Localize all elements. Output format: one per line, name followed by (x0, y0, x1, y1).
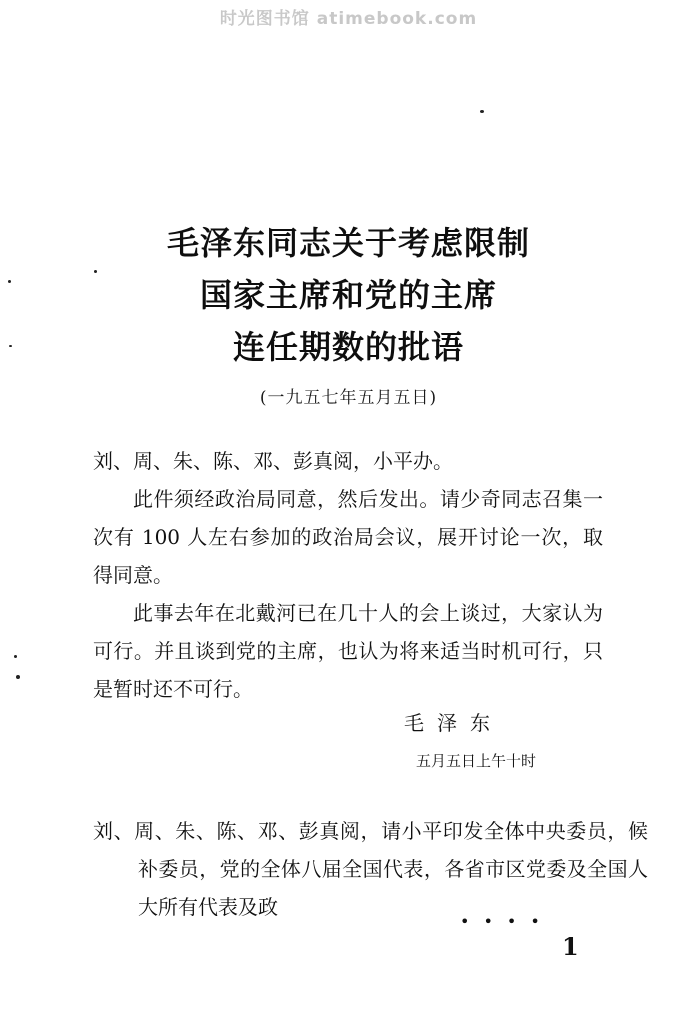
scan-speck (94, 270, 97, 273)
signature-name: 毛泽东 (404, 711, 503, 735)
body2-paragraph-1: 刘、周、朱、陈、邓、彭真阅，请小平印发全体中央委员，候补委员，党的全体八届全国代表，各省市区党委及全国人大所有代表及政 (93, 819, 648, 919)
scan-speck (480, 110, 484, 113)
scan-speck (8, 280, 11, 283)
title-line-3: 连任期数的批语 (232, 328, 464, 366)
scan-speck (9, 345, 12, 347)
body-paragraph-2: 此件须经政治局同意，然后发出。请少奇同志召集一次有 100 人左右参加的政治局会议，展开讨论一次，取得同意。 (93, 487, 603, 587)
page-number: 1 (562, 932, 579, 961)
title-line-2: 国家主席和党的主席 (199, 276, 497, 314)
document-date: (一九五七年五月五日) (259, 388, 438, 408)
scan-speck (14, 655, 17, 658)
body-paragraph-3: 此事去年在北戴河已在几十人的会上谈过，大家认为可行。并且谈到党的主席，也认为将来适当时机可行，只是暂时还不可行。 (93, 601, 603, 701)
watermark: 时光图书馆 atimebook.com (219, 9, 478, 29)
emphasis-marks: •••• (460, 912, 554, 931)
title-line-1: 毛泽东同志关于考虑限制 (166, 224, 530, 262)
signature-time: 五月五日上午十时 (416, 752, 537, 770)
scan-speck (16, 675, 20, 679)
body-paragraph-1: 刘、周、朱、陈、邓、彭真阅，小平办。 (93, 449, 453, 473)
